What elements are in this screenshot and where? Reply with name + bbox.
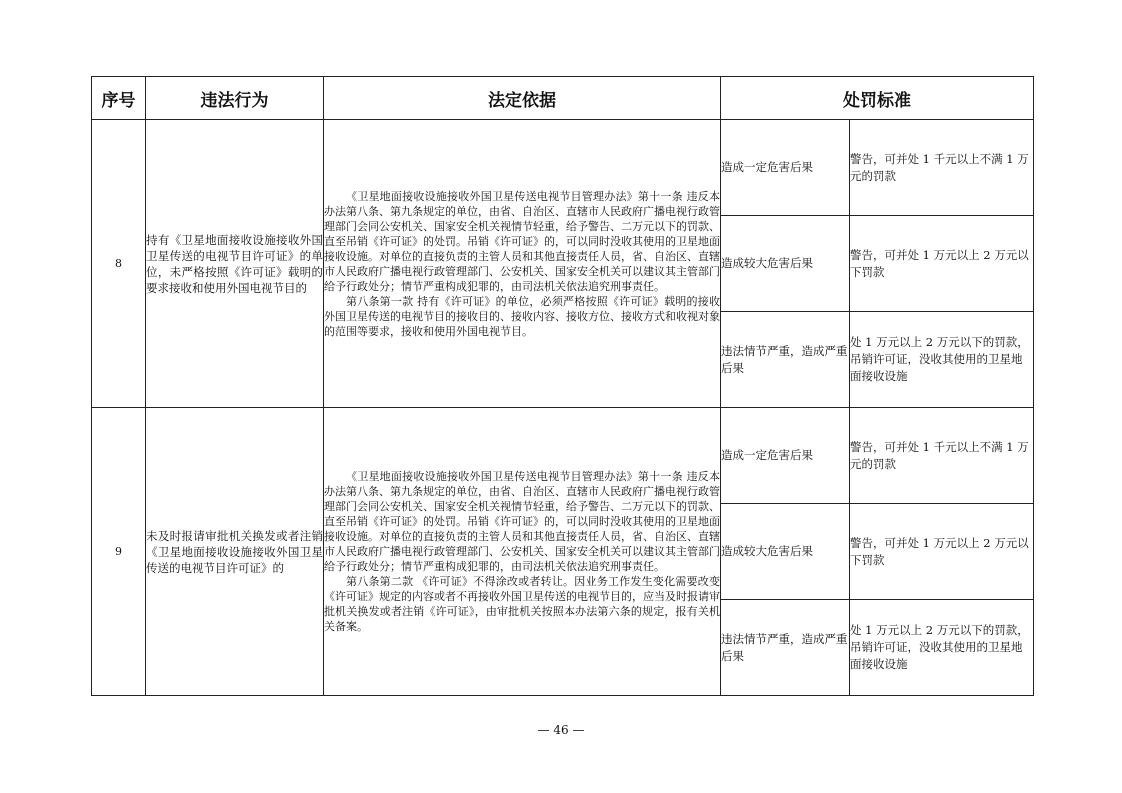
standard-cell: 警告，可并处 1 万元以上 2 万元以下罚款	[850, 504, 1034, 600]
row-basis	[324, 408, 721, 696]
row-seq: 8	[92, 120, 146, 408]
standard-cell: 警告，可并处 1 千元以上不满 1 万元的罚款	[850, 408, 1034, 504]
table-row	[92, 120, 1034, 216]
row-seq: 9	[92, 408, 146, 696]
penalty-table	[91, 76, 1034, 696]
standard-cell: 警告，可并处 1 千元以上不满 1 万元的罚款	[850, 120, 1034, 216]
row-act: 持有《卫星地面接收设施接收外国卫星传送的电视节目许可证》的单位，未严格按照《许可证》载明的要求接收和使用外国电视节目的	[146, 120, 324, 408]
severity-cell: 造成较大危害后果	[721, 216, 850, 312]
row-basis	[324, 120, 721, 408]
header-row	[92, 77, 1034, 120]
row-act: 未及时报请审批机关换发或者注销《卫星地面接收设施接收外国卫星传送的电视节目许可证》的	[146, 408, 324, 696]
header-standard: 处罚标准	[721, 77, 1034, 120]
header-seq: 序号	[92, 77, 146, 120]
table-row	[92, 408, 1034, 504]
basis-paragraph: 第八条第一款 持有《许可证》的单位，必须严格按照《许可证》载明的接收外国卫星传送的电视节目的接收目的、接收内容、接收方位、接收方式和收视对象的范围等要求，接收和使用外国电视节目。	[324, 294, 720, 338]
header-act: 违法行为	[146, 77, 324, 120]
page-number: — 46 —	[537, 723, 585, 737]
standard-cell: 处 1 万元以上 2 万元以下的罚款，吊销许可证，没收其使用的卫星地面接收设施	[850, 600, 1034, 696]
basis-paragraph: 《卫星地面接收设施接收外国卫星传送电视节目管理办法》第十一条 违反本办法第八条、第九条规定的单位，由省、自治区、直辖市人民政府广播电视行政管理部门会同公安机关、国家安全机关视情节轻重，给予警告、二万元以下的罚款、直至吊销《许可证》的处罚。吊销《许可证》的，可以同时没收其使用的卫星地面接收设施。对单位的直接负责的主管人员和其他直接责任人员，省、自治区、直辖市人民政府广播电视行政管理部门、公安机关、国家安全机关可以建议其主管部门给予行政处分；情节严重构成犯罪的，由司法机关依法追究刑事责任。	[324, 470, 720, 573]
header-basis: 法定依据	[324, 77, 721, 120]
standard-cell: 警告，可并处 1 万元以上 2 万元以下罚款	[850, 216, 1034, 312]
severity-cell: 违法情节严重，造成严重后果	[721, 600, 850, 696]
severity-cell: 造成较大危害后果	[721, 504, 850, 600]
basis-paragraph: 第八条第二款 《许可证》不得涂改或者转让。因业务工作发生变化需要改变《许可证》规定的内容或者不再接收外国卫星传送的电视节目的，应当及时报请审批机关换发或者注销《许可证》，由审批机关按照本办法第六条的规定，报有关机关备案。	[324, 575, 720, 633]
standard-cell: 处 1 万元以上 2 万元以下的罚款，吊销许可证，没收其使用的卫星地面接收设施	[850, 312, 1034, 408]
basis-paragraph: 《卫星地面接收设施接收外国卫星传送电视节目管理办法》第十一条 违反本办法第八条、第九条规定的单位，由省、自治区、直辖市人民政府广播电视行政管理部门会同公安机关、国家安全机关视情节轻重，给予警告、二万元以下的罚款、直至吊销《许可证》的处罚。吊销《许可证》的，可以同时没收其使用的卫星地面接收设施。对单位的直接负责的主管人员和其他直接责任人员，省、自治区、直辖市人民政府广播电视行政管理部门、公安机关、国家安全机关可以建议其主管部门给予行政处分；情节严重构成犯罪的，由司法机关依法追究刑事责任。	[324, 189, 720, 293]
severity-cell: 违法情节严重，造成严重后果	[721, 312, 850, 408]
severity-cell: 造成一定危害后果	[721, 408, 850, 504]
severity-cell: 造成一定危害后果	[721, 120, 850, 216]
